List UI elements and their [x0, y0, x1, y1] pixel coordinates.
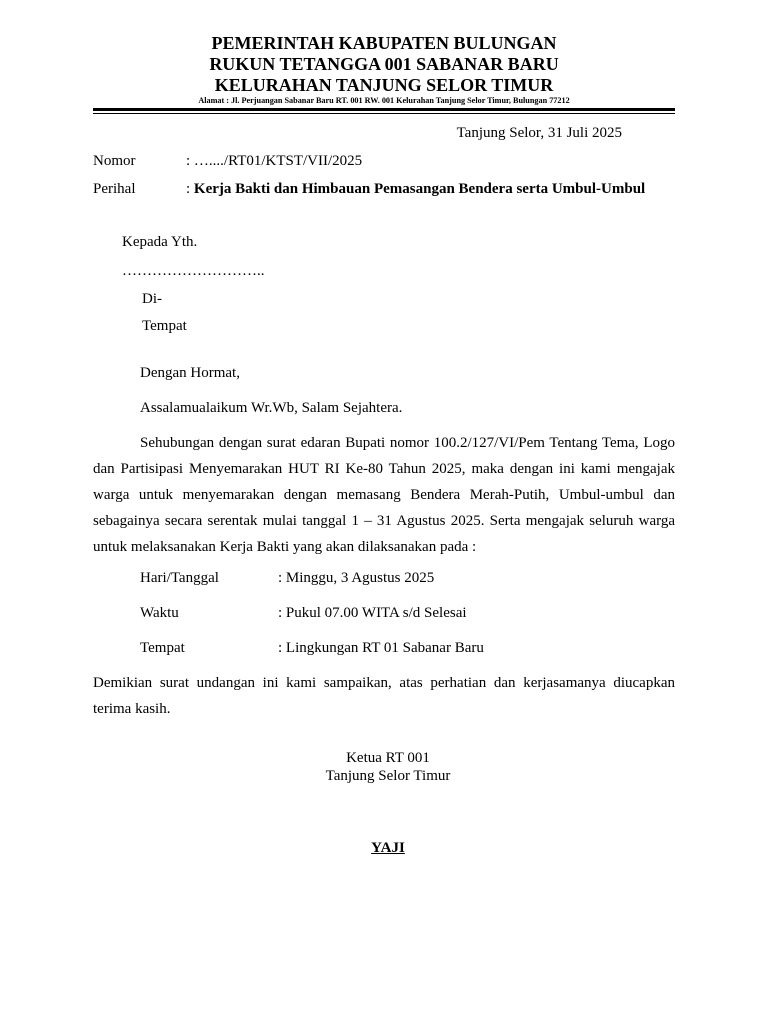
detail-value-place: : Lingkungan RT 01 Sabanar Baru — [278, 640, 484, 656]
greeting: Assalamualaikum Wr.Wb, Salam Sejahtera. — [140, 400, 403, 416]
letterhead-line-2: RUKUN TETANGGA 001 SABANAR BARU — [209, 54, 559, 74]
body-paragraph: Sehubungan dengan surat edaran Bupati nomor 100.2/127/VI/Pem Tentang Tema, Logo dan Partisipasi Menyemarakan HUT RI Ke-80 Tahun 2025, maka dengan ini kami mengajak warga untuk menyemarakan dengan memasang Bendera Merah-Putih, Umbul-umbul dan sebagainya secara serentak mulai tanggal 1 – 31 Agustus 2025. Serta mengajak seluruh warga untuk melaksanakan Kerja Bakti yang akan dilaksanakan pada : — [93, 435, 675, 555]
perihal-value — [186, 180, 645, 198]
nomor-value: : …..../RT01/KTST/VII/2025 — [186, 153, 363, 169]
closing-paragraph: Demikian surat undangan ini kami sampaikan, atas perhatian dan kerjasamanya diucapkan terima kasih. — [93, 675, 675, 717]
letterhead-line-1: PEMERINTAH KABUPATEN BULUNGAN — [211, 33, 557, 53]
recipient-name-placeholder: ……………………….. — [122, 263, 265, 279]
signature-name: YAJI — [371, 840, 405, 856]
detail-value-time: : Pukul 07.00 WITA s/d Selesai — [278, 605, 467, 621]
place-date: Tanjung Selor, 31 Juli 2025 — [456, 125, 622, 141]
salutation: Dengan Hormat, — [140, 365, 240, 381]
letterhead-line-3: KELURAHAN TANJUNG SELOR TIMUR — [214, 75, 554, 95]
recipient-tempat: Tempat — [142, 318, 187, 334]
detail-label-time: Waktu — [140, 605, 179, 621]
detail-label-day: Hari/Tanggal — [140, 570, 219, 586]
signature-area: Tanjung Selor Timur — [325, 768, 451, 784]
perihal-colon: : — [186, 181, 191, 197]
recipient-kepada: Kepada Yth. — [122, 234, 198, 250]
nomor-label: Nomor — [93, 153, 136, 169]
signature-title: Ketua RT 001 — [346, 750, 430, 766]
letterhead-rule-thick — [93, 108, 675, 111]
letterhead-address: Alamat : Jl. Perjuangan Sabanar Baru RT. 001 RW. 001 Kelurahan Tanjung Selor Timur, Bulungan 77212 — [198, 96, 570, 105]
perihal-subject: Kerja Bakti dan Himbauan Pemasangan Bendera serta Umbul-Umbul — [193, 181, 646, 197]
letterhead-rule-thin — [93, 113, 675, 114]
recipient-di: Di- — [142, 291, 162, 307]
detail-value-day: : Minggu, 3 Agustus 2025 — [278, 570, 435, 586]
perihal-label: Perihal — [93, 181, 136, 197]
detail-label-place: Tempat — [140, 640, 185, 656]
